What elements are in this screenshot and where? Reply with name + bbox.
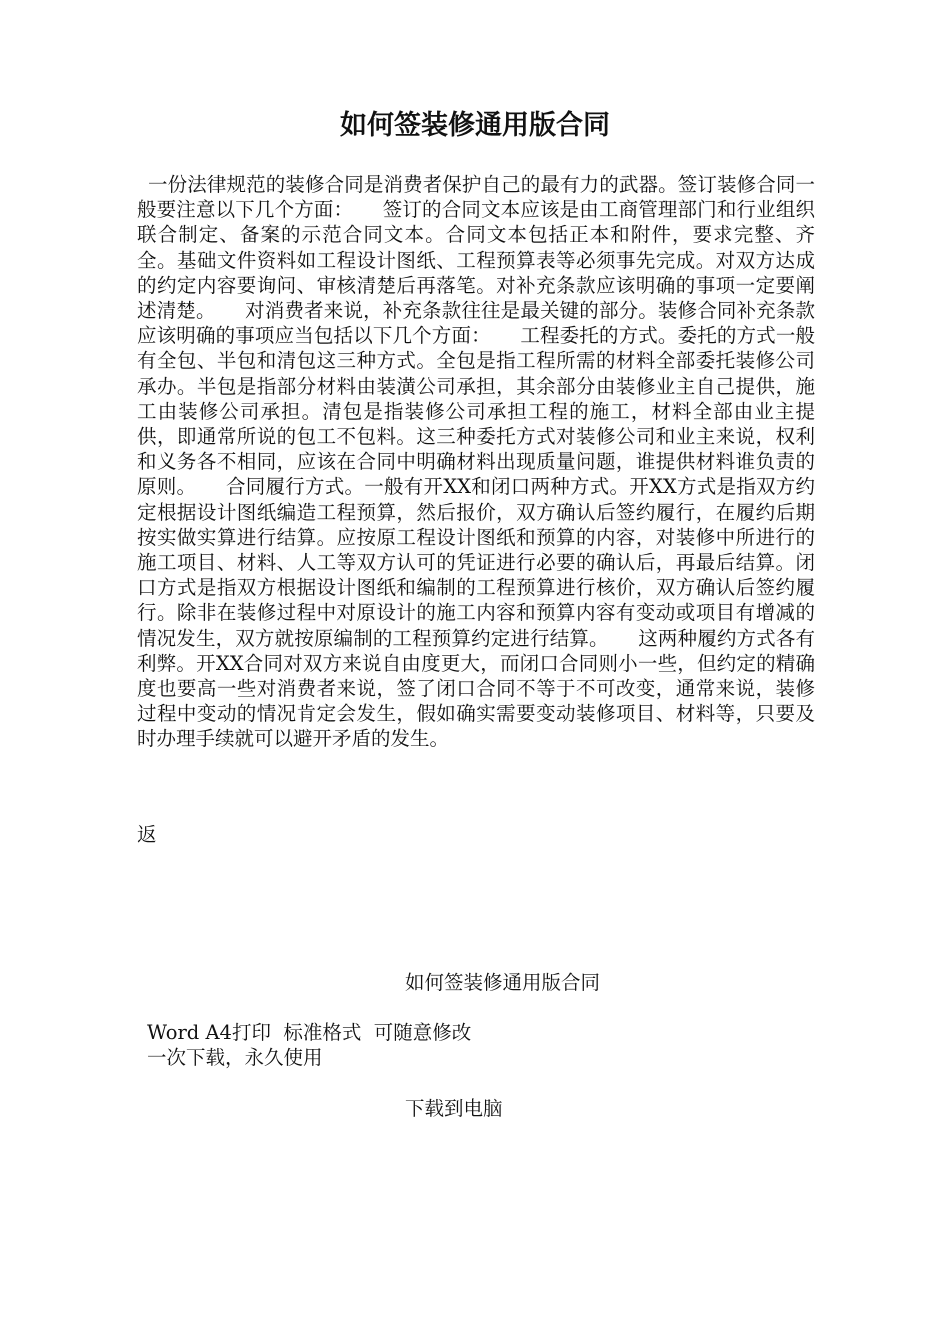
document-trailing-text: 返 xyxy=(137,823,157,846)
download-to-computer-link[interactable]: 下载到电脑 xyxy=(405,1097,503,1120)
document-body: 一份法律规范的装修合同是消费者保护自己的最有力的武器。签订装修合同一般要注意以下几个方面： 签订的合同文本应该是由工商管理部门和行业组织联合制定、备案的示范合同文本。合同文本包括正本和附件，要求完整、齐全。基础文件资料如工程设计图纸、工程预算表等必须事先完成。对双方达成的约定内容要询问、审核清楚后再落笔。对补充条款应该明确的事项一定要阐述清楚。 对消费者来说，补充条款往往是最关键的部分。装修合同补充条款应该明确的事项应当包括以下几个方面： 工程委托的方式。委托的方式一般有全包、半包和清包这三种方式。全包是指工程所需的材料全部委托装修公司承办。半包是指部分材料由装潢公司承担，其余部分由装修业主自己提供，施工由装修公司承担。清包是指装修公司承担工程的施工，材料全部由业主提供，即通常所说的包工不包料。这三种委托方式对装修公司和业主来说，权利和义务各不相同，应该在合同中明确材料出现质量问题，谁提供材料谁负责的原则。 合同履行方式。一般有开XX和闭口两种方式。开XX方式是指双方约定根据设计图纸编造工程预算，然后报价，双方确认后签约履行，在履约后期按实做实算进行结算。应按原工程设计图纸和预算的内容，对装修中所进行的施工项目、材料、人工等双方认可的凭证进行必要的确认后，再最后结算。闭口方式是指双方根据设计图纸和编制的工程预算进行核价，双方确认后签约履行。除非在装修过程中对原设计的施工内容和预算内容有变动或项目有增减的情况发生，双方就按原编制的工程预算约定进行结算。 这两种履约方式各有利弊。开XX合同对双方来说自由度更大，而闭口合同则小一些，但约定的精确度也要高一些对消费者来说，签了闭口合同不等于不可改变，通常来说，装修过程中变动的情况肯定会发生，假如确实需要变动装修项目、材料等，只要及时办理手续就可以避开矛盾的发生。 xyxy=(137,173,815,751)
promo-usage-note: 一次下载，永久使用 xyxy=(147,1046,323,1069)
document-title: 如何签装修通用版合同 xyxy=(340,110,610,141)
promo-title: 如何签装修通用版合同 xyxy=(405,971,601,994)
promo-features: Word A4打印 标准格式 可随意修改 xyxy=(147,1021,472,1044)
